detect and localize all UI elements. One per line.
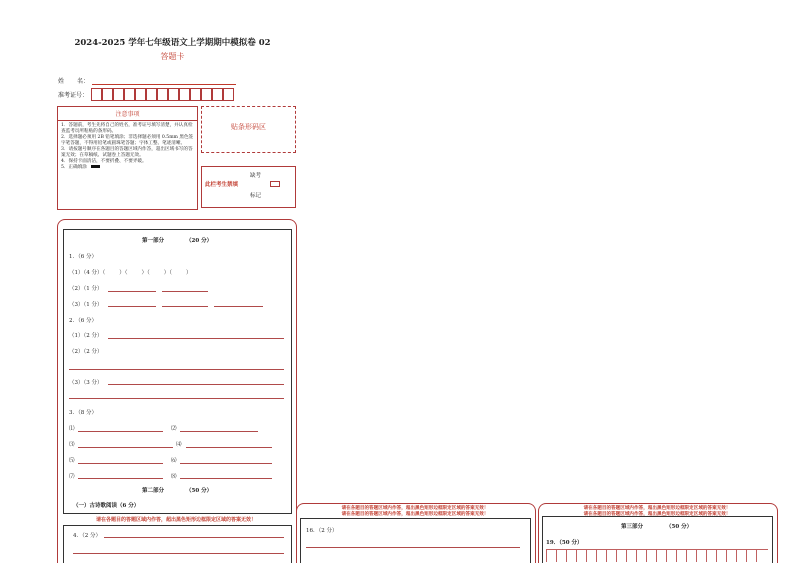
notice-item <box>61 165 194 171</box>
exam-id-cell[interactable] <box>91 88 102 101</box>
grid-cell[interactable] <box>606 550 616 562</box>
grid-cell[interactable] <box>656 550 666 562</box>
answer-line[interactable] <box>78 431 163 432</box>
exam-id-cell[interactable] <box>102 88 113 101</box>
answer-line[interactable] <box>104 537 284 538</box>
notice-box <box>57 106 198 210</box>
exam-id-cell[interactable] <box>124 88 135 101</box>
q19-label: 19．（50 分） <box>546 540 583 546</box>
section1-title: （一）古诗歌阅读（6 分） <box>73 503 140 509</box>
answer-line[interactable] <box>78 463 163 464</box>
grid-cell[interactable] <box>546 550 556 562</box>
q2-sub1-label: （1）（2 分） <box>69 333 103 339</box>
answer-line[interactable] <box>214 306 263 307</box>
q1-sub1-label: （1）（4 分）（ <box>69 270 106 276</box>
exam-id-cell[interactable] <box>223 88 234 101</box>
grid-cell[interactable] <box>586 550 596 562</box>
name-label: 姓 <box>58 78 65 85</box>
paren: ）（ <box>141 270 150 276</box>
part3-score: （50 分） <box>666 524 693 530</box>
exam-id-cell[interactable] <box>190 88 201 101</box>
warning-text: 请在各题目的答题区域内作答，超出黑色矩形边框限定区域的答案无效！ <box>95 517 256 523</box>
q3-item-2: ⑵ <box>171 426 177 432</box>
absent-mark-box[interactable] <box>270 181 280 187</box>
warning-text: 请在各题目的答题区域内作答，超出黑色矩形边框限定区域的答案无效！ <box>341 506 489 511</box>
grid-cell[interactable] <box>726 550 736 562</box>
answer-line[interactable] <box>186 447 272 448</box>
paren: ） <box>186 270 192 276</box>
barcode-label: 贴条形码区 <box>231 123 266 131</box>
q3-item-6: ⑹ <box>171 458 177 464</box>
name-label-2: 名： <box>77 78 90 85</box>
q3-item-3: ⑶ <box>69 442 75 448</box>
answer-line[interactable] <box>162 291 208 292</box>
grid-cell[interactable] <box>636 550 646 562</box>
exam-id-cell[interactable] <box>113 88 124 101</box>
absent-bottom-label: 标记 <box>250 193 262 199</box>
q16-label: 16．（2 分） <box>306 528 338 534</box>
q1-label: 1．（6 分） <box>69 254 97 260</box>
barcode-area <box>201 106 296 153</box>
q2-label: 2．（6 分） <box>69 318 97 324</box>
notice-title: 注意事项 <box>115 111 140 118</box>
answer-line[interactable] <box>108 338 284 339</box>
name-field[interactable] <box>92 84 236 85</box>
paren: ）（ <box>163 270 173 276</box>
warning-text: 请在各题目的答题区域内作答，超出黑色矩形边框限定区域的答案无效！ <box>583 512 731 517</box>
q4-label: 4．（2 分） <box>73 533 101 539</box>
fill-example-label: 5．正确填涂 <box>61 165 87 170</box>
answer-line[interactable] <box>78 447 173 448</box>
answer-line[interactable] <box>108 306 156 307</box>
answer-line[interactable] <box>180 478 272 479</box>
grid-cell[interactable] <box>756 550 766 562</box>
answer-line[interactable] <box>69 398 284 399</box>
grid-cell[interactable] <box>576 550 586 562</box>
part2-heading: 第二部分 <box>142 488 165 494</box>
q3-item-5: ⑸ <box>69 458 75 464</box>
grid-cell[interactable] <box>706 550 716 562</box>
exam-id-cell[interactable] <box>146 88 157 101</box>
page-subtitle: 答题卡 <box>160 52 185 61</box>
exam-id-cell[interactable] <box>201 88 212 101</box>
absent-left-label: 此栏考生禁填 <box>205 182 239 188</box>
answer-line[interactable] <box>180 431 258 432</box>
grid-cell[interactable] <box>626 550 636 562</box>
notice-item: 1．答题前，考生先将自己的姓名，准考证号填写清楚，并认真检查监考员所粘贴的条形码。 <box>61 123 193 134</box>
q1-sub1 <box>69 268 192 276</box>
exam-id-cell[interactable] <box>179 88 190 101</box>
answer-line[interactable] <box>162 306 208 307</box>
q3-label: 3．（8 分） <box>69 410 97 416</box>
exam-id-boxes[interactable] <box>91 88 241 101</box>
answer-line[interactable] <box>108 291 156 292</box>
composition-grid[interactable] <box>546 549 768 563</box>
exam-id-cell[interactable] <box>212 88 223 101</box>
answer-line[interactable] <box>108 384 284 385</box>
filled-mark-icon <box>91 165 100 168</box>
part2-score: （50 分） <box>186 488 213 494</box>
grid-cell[interactable] <box>616 550 626 562</box>
exam-id-cell[interactable] <box>135 88 146 101</box>
warning-text: 请在各题目的答题区域内作答，超出黑色矩形边框限定区域的答案无效！ <box>341 512 489 517</box>
notice-item: 4．保持卡面清洁，不要折叠、不要弄破。 <box>61 159 147 164</box>
answer-line[interactable] <box>73 553 284 554</box>
answer-line[interactable] <box>69 369 284 370</box>
exam-id-label: 准考证号： <box>58 92 89 99</box>
exam-id-cell[interactable] <box>168 88 179 101</box>
grid-cell[interactable] <box>556 550 566 562</box>
q3-item-4: ⑷ <box>176 442 182 448</box>
part1-heading: 第一部分 <box>142 238 165 244</box>
notice-item: 2．选择题必须用 2B 铅笔填涂；非选择题必须用 0.5mm 黑色签字笔答题，不得用铅笔或圆珠笔答题；字体工整、笔迹清晰。 <box>61 135 194 146</box>
q2-sub3-label: （3）（3 分） <box>69 380 103 386</box>
paren: ）（ <box>119 270 128 276</box>
q1-sub3-label: （3）（1 分） <box>69 302 103 308</box>
absent-box <box>201 166 296 208</box>
q2-sub2-label: （2）（2 分） <box>69 349 103 355</box>
grid-cell[interactable] <box>666 550 676 562</box>
q3-item-1: ⑴ <box>69 426 75 432</box>
q3-item-7: ⑺ <box>69 474 75 480</box>
grid-cell[interactable] <box>566 550 576 562</box>
warning-text: 请在各题目的答题区域内作答，超出黑色矩形边框限定区域的答案无效！ <box>583 506 731 511</box>
grid-cell[interactable] <box>596 550 606 562</box>
notice-item: 3．请按题号顺序在各题目的答题区域内作答，超出区域书写的答案无效；在草稿纸、试题卷上答题无效。 <box>61 147 193 158</box>
grid-cell[interactable] <box>676 550 686 562</box>
page-title: 2024-2025 学年七年级语文上学期期中模拟卷 02 <box>74 38 271 48</box>
answer-line[interactable] <box>306 547 520 548</box>
part1-score: （20 分） <box>186 238 213 244</box>
q16-region <box>300 518 531 563</box>
absent-top-label: 缺考 <box>250 173 262 179</box>
exam-id-cell[interactable] <box>157 88 168 101</box>
q1-sub2-label: （2）（1 分） <box>69 286 103 292</box>
grid-cell[interactable] <box>686 550 696 562</box>
answer-line[interactable] <box>180 463 272 464</box>
answer-line[interactable] <box>78 478 163 479</box>
q3-item-8: ⑻ <box>171 474 177 480</box>
grid-cell[interactable] <box>696 550 706 562</box>
grid-cell[interactable] <box>716 550 726 562</box>
grid-cell[interactable] <box>646 550 656 562</box>
part3-heading: 第三部分 <box>621 524 644 530</box>
grid-cell[interactable] <box>746 550 756 562</box>
grid-cell[interactable] <box>736 550 746 562</box>
